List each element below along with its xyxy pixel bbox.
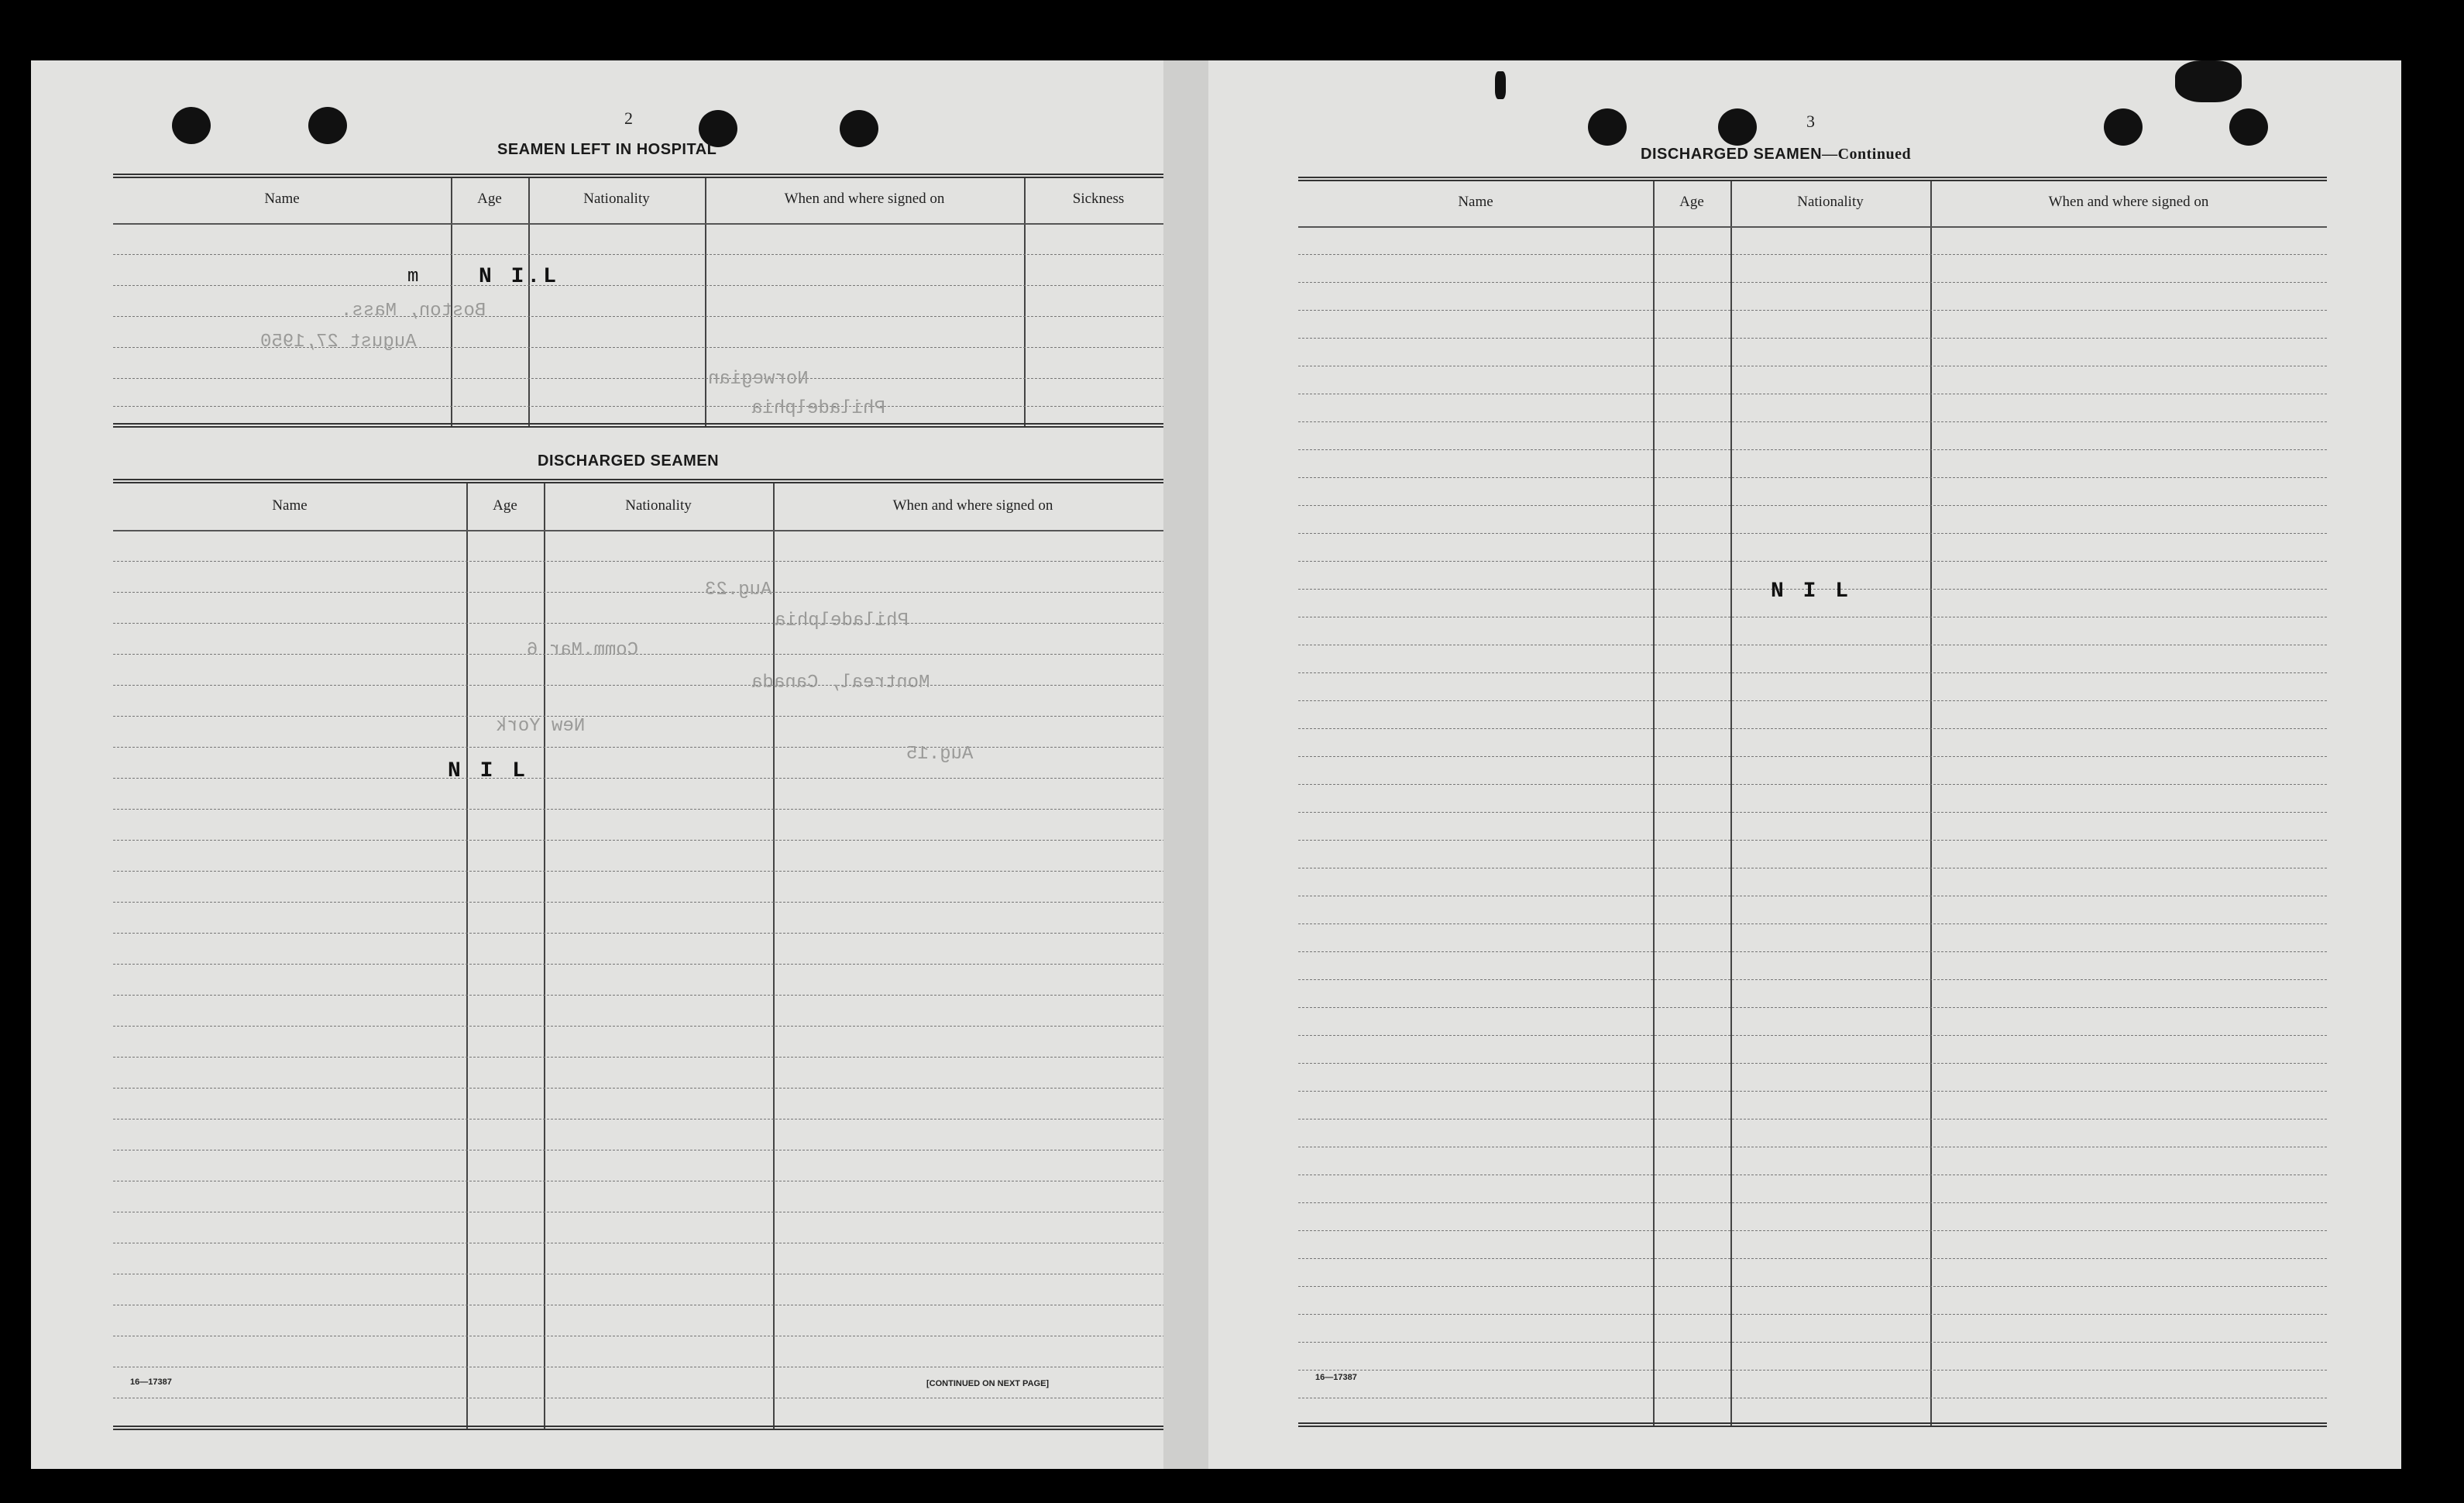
punch-hole <box>308 107 347 144</box>
col-header-age: Age <box>1679 194 1704 210</box>
section-title <box>1641 146 1911 163</box>
col-header-nationality: Nationality <box>625 497 692 514</box>
section-title-main: DISCHARGED SEAMEN <box>1641 146 1823 163</box>
discharged-continued-table <box>1298 177 2327 1432</box>
col-header-signed-on: When and where signed on <box>2048 194 2209 210</box>
punch-hole <box>2104 108 2143 146</box>
ink-stain <box>2175 60 2242 102</box>
col-header-name: Name <box>264 191 300 207</box>
bleed-through-text: Aug.23 <box>705 580 772 600</box>
continued-note: [CONTINUED ON NEXT PAGE] <box>926 1379 1050 1388</box>
form-number: 16—17387 <box>130 1377 172 1387</box>
punch-hole <box>1588 108 1627 146</box>
punch-hole <box>172 107 211 144</box>
hospital-section-title: SEAMEN LEFT IN HOSPITAL <box>497 141 717 158</box>
page-number: 2 <box>624 108 633 128</box>
left-page <box>31 60 1194 1469</box>
col-header-nationality: Nationality <box>1797 194 1864 210</box>
punch-hole <box>2229 108 2268 146</box>
bleed-through-text: Comm.Mar 6 <box>527 640 639 661</box>
right-page <box>1208 60 2401 1469</box>
col-header-name: Name <box>272 497 308 514</box>
bleed-through-text: Norwegian <box>708 369 809 390</box>
discharged-continued-nil-entry: N I L <box>1771 580 1852 604</box>
section-title-continued: —Continued <box>1822 146 1912 163</box>
hospital-nil-entry: N I.L <box>479 265 560 289</box>
discharged-table <box>113 479 1173 1436</box>
handwritten-mark: m <box>407 267 422 287</box>
col-header-age: Age <box>477 191 502 207</box>
col-header-name: Name <box>1458 194 1493 210</box>
form-number: 16—17387 <box>1315 1373 1357 1382</box>
hospital-table <box>113 174 1173 429</box>
bleed-through-text: New York <box>496 716 586 737</box>
page-number: 3 <box>1806 112 1815 131</box>
col-header-sickness: Sickness <box>1072 191 1125 207</box>
binding-gutter <box>1163 60 1208 1469</box>
punch-hole <box>840 110 878 147</box>
ink-stain <box>1495 71 1506 99</box>
discharged-nil-entry: N I L <box>448 759 529 783</box>
bleed-through-text: Boston, Mass. <box>341 301 486 322</box>
col-header-age: Age <box>493 497 517 514</box>
bleed-through-text: Philadelphia <box>751 398 885 419</box>
col-header-nationality: Nationality <box>583 191 650 207</box>
bleed-through-text: Aug.15 <box>906 744 974 765</box>
bleed-through-text: Montreal, Canada <box>751 672 930 693</box>
discharged-section-title: DISCHARGED SEAMEN <box>538 452 720 469</box>
col-header-signed-on: When and where signed on <box>892 497 1053 514</box>
col-header-signed-on: When and where signed on <box>784 191 945 207</box>
punch-hole <box>1718 108 1757 146</box>
bleed-through-text: Philadelphia <box>775 610 909 631</box>
bleed-through-text: August 27,1950 <box>260 332 417 353</box>
